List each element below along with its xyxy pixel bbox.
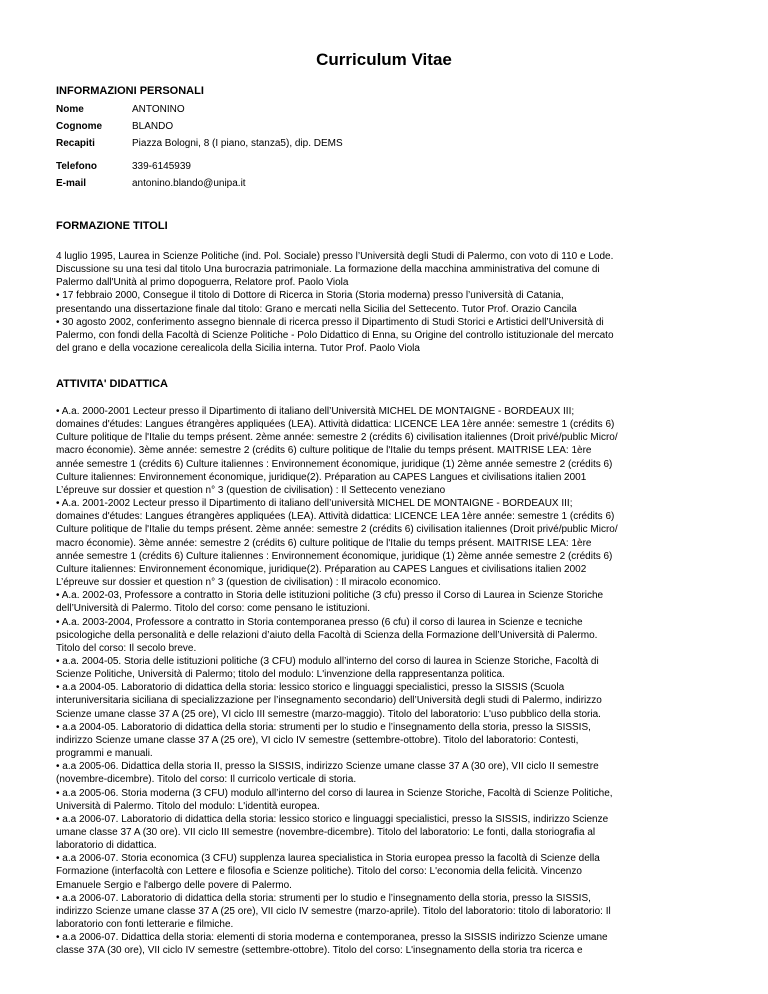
text-line: • a.a 2006-07. Laboratorio di didattica della storia: lessico storico e linguaggi specialistici, presso la SISSIS, indirizzo Scienze: [56, 813, 609, 825]
info-value: antonino.blando@unipa.it: [132, 178, 246, 189]
text-line: • a.a. 2004-05. Storia delle istituzioni politiche (3 CFU) modulo all’interno del corso di laurea in Scienze Storiche, Facoltà di: [56, 655, 599, 667]
text-line: • a.a 2004-05. Laboratorio di didattica della storia: strumenti per lo studio e l’insegnamento della storia, presso la SISSIS,: [56, 721, 591, 733]
info-label: Recapiti: [56, 138, 95, 149]
text-line: • a.a 2004-05. Laboratorio di didattica della storia: lessico storico e linguaggi specialistici, presso la SISSIS (Scuola: [56, 682, 565, 694]
text-line: Titolo del corso: Il secolo breve.: [56, 642, 197, 654]
info-label: E-mail: [56, 178, 87, 189]
text-line: Culture politique de l'Italie du temps présent. 2ème année: semestre 2 (crédits 6) civilisation italiennes (Droit privé/public Micro/: [56, 524, 618, 536]
info-value: BLANDO: [132, 121, 174, 132]
text-line: del grano e della vocazione cerealicola della Sicilia interna. Tutor Prof. Paolo Viola: [56, 343, 420, 355]
text-line: • a.a 2006-07. Didattica della storia: elementi di storia moderna e contemporanea, presso la SISSIS indirizzo Scienze umane: [56, 932, 608, 944]
text-line: Palermo, con fondi della Facoltà di Scienze Politiche - Polo Didattico di Enna, su Origine del controllo istituzionale del mercato: [56, 329, 614, 341]
info-label: Telefono: [56, 161, 97, 172]
text-line: L’épreuve sur dossier et question n° 3 (question de civilisation) : Il Settecento veneziano: [56, 484, 446, 496]
info-value: ANTONINO: [132, 104, 185, 115]
didattica-heading: ATTIVITA' DIDATTICA: [56, 378, 168, 390]
text-line: Culture italiennes: Environnement économique, juridique(2). Préparation au CAPES Langues et civilisations italien 2002: [56, 563, 587, 575]
info-label: Nome: [56, 104, 84, 115]
text-line: indirizzo Scienze umane classe 37 A (25 ore), VII ciclo IV semestre (marzo-aprile). Titolo del laboratorio: titolo di laboratorio: Il: [56, 905, 611, 917]
formazione-heading: FORMAZIONE TITOLI: [56, 220, 168, 232]
text-line: • a.a 2006-07. Laboratorio di didattica della storia: strumenti per lo studio e l’insegnamento della storia, presso la SISSIS,: [56, 892, 591, 904]
document-title: Curriculum Vitae: [316, 50, 452, 69]
text-line: • 17 febbraio 2000, Consegue il titolo di Dottore di Ricerca in Storia (Storia moderna) presso l’università di Catania,: [56, 290, 564, 302]
text-line: Emanuele Sergio e l'albergo delle povere di Palermo.: [56, 879, 292, 891]
text-line: année semestre 1 (crédits 6) Culture italiennes : Environnement économique, juridique (1) 2ème année semestre 2 (crédits 6): [56, 550, 613, 562]
text-line: • A.a. 2001-2002 Lecteur presso il Dipartimento di italiano dell’università MICHEL DE MONTAIGNE - BORDEAUX III;: [56, 498, 573, 510]
text-line: Discussione su una tesi dal titolo Una burocrazia patrimoniale. La formazione della macchina amministrativa del comune di: [56, 264, 600, 276]
text-line: laboratorio di didattica.: [56, 840, 157, 852]
text-line: Formazione (interfacoltà con Lettere e filosofia e Scienze politiche). Titolo del corso: L'economia della felicità. Vincenzo: [56, 866, 582, 878]
text-line: 4 luglio 1995, Laurea in Scienze Politiche (ind. Pol. Sociale) presso l’Università degli Studi di Palermo, con voto di 110 e Lode.: [56, 251, 614, 262]
text-line: (novembre-dicembre). Titolo del corso: Il curricolo verticale di storia.: [56, 774, 357, 786]
info-value: Piazza Bologni, 8 (I piano, stanza5), dip. DEMS: [132, 138, 343, 149]
formazione-text: [56, 250, 726, 355]
text-line: • a.a 2006-07. Storia economica (3 CFU) supplenza laurea specialistica in Storia europea presso la facoltà di Scienze della: [56, 853, 600, 865]
text-line: Palermo dall'Unità al primo dopoguerra, Relatore prof. Paolo Viola: [56, 277, 349, 289]
text-line: Culture politique de l'Italie du temps présent. 2ème année: semestre 2 (crédits 6) civilisation italiennes (Droit privé/public Micro/: [56, 432, 618, 444]
text-line: classe 37A (30 ore), VII ciclo IV semestre (settembre-ottobre). Titolo del corso: L'insegnamento della storia tra ricerca e: [56, 945, 583, 957]
text-line: Culture italiennes: Environnement économique, juridique(2). Préparation au CAPES Langues et civilisations italien 2001: [56, 471, 587, 483]
text-line: • A.a. 2002-03, Professore a contratto in Storia delle istituzioni politiche (3 cfu) presso il Corso di Laurea in Scienze Storiche: [56, 590, 604, 602]
text-line: macro économie). 3ème année: semestre 2 (crédits 6) culture politique de l'Italie du temps présent. MAITRISE LEA: 1ère: [56, 445, 592, 457]
text-line: interuniversitaria siciliana di specializzazione per l’insegnamento secondario) dell’Università degli studi di Palermo, indirizzo: [56, 695, 602, 707]
text-line: L’épreuve sur dossier et question n° 3 (question de civilisation) : Il miracolo economico.: [56, 577, 441, 589]
text-line: programmi e manuali.: [56, 748, 153, 760]
text-line: presentando una dissertazione finale dal titolo: Grano e mercati nella Sicilia del Settecento. Tutor Prof. Orazio Cancila: [56, 303, 577, 315]
text-line: Scienze umane classe 37 A (25 ore), VI ciclo III semestre (marzo-maggio). Titolo del laboratorio: L'uso pubblico della storia.: [56, 708, 601, 720]
personal-info-heading: INFORMAZIONI PERSONALI: [56, 85, 204, 97]
text-line: Università di Palermo. Titolo del modulo: L'identità europea.: [56, 800, 320, 812]
info-label: Cognome: [56, 121, 103, 132]
text-line: indirizzo Scienze umane classe 37 A (25 ore), VI ciclo IV semestre (settembre-ottobre). Titolo del laboratorio: Contesti,: [56, 734, 579, 746]
text-line: dell’Università di Palermo. Titolo del corso: come pensano le istituzioni.: [56, 603, 371, 615]
didattica-text: [56, 405, 726, 958]
text-line: Scienze Politiche, Università di Palermo; titolo del modulo: L'invenzione della rappresentanza politica.: [56, 669, 505, 681]
text-line: année semestre 1 (crédits 6) Culture italiennes : Environnement économique, juridique (1) 2ème année semestre 2 (crédits 6): [56, 458, 613, 470]
text-line: • a.a 2005-06. Storia moderna (3 CFU) modulo all’interno del corso di laurea in Scienze Storiche, Facoltà di Scienze Politiche,: [56, 787, 613, 799]
text-line: macro économie). 3ème année: semestre 2 (crédits 6) culture politique de l'Italie du temps présent. MAITRISE LEA: 1ère: [56, 537, 592, 549]
text-line: domaines d'études: Langues étrangères appliquées (LEA). Attività didattica: LICENCE LEA 1ère année: semestre 1 (crédits 6): [56, 511, 615, 523]
text-line: laboratorio con fonti letterarie e filmiche.: [56, 919, 234, 931]
text-line: • A.a. 2000-2001 Lecteur presso il Dipartimento di italiano dell’Università MICHEL DE MONTAIGNE - BORDEAUX III;: [56, 406, 575, 417]
text-line: • 30 agosto 2002, conferimento assegno biennale di ricerca presso il Dipartimento di Studi Storici e Artistici dell’Università di: [56, 316, 604, 328]
text-line: • A.a. 2003-2004, Professore a contratto in Storia contemporanea presso (6 cfu) il corso di laurea in Scienze e tecniche: [56, 616, 583, 628]
text-line: domaines d'études: Langues étrangères appliquées (LEA). Attività didattica: LICENCE LEA 1ère année: semestre 1 (crédits 6): [56, 419, 615, 431]
text-line: umane classe 37 A (30 ore). VII ciclo III semestre (novembre-dicembre). Titolo del laboratorio: Le fonti, dalla storiografia al: [56, 827, 596, 838]
text-line: psicologiche della personalità e delle relazioni d’aiuto della Facoltà di Scienza della Formazione dell’Università di Palermo.: [56, 629, 598, 641]
info-value: 339-6145939: [132, 161, 191, 172]
text-line: • a.a 2005-06. Didattica della storia II, presso la SISSIS, indirizzo Scienze umane classe 37 A (30 ore), VII ciclo II semestre: [56, 761, 599, 773]
